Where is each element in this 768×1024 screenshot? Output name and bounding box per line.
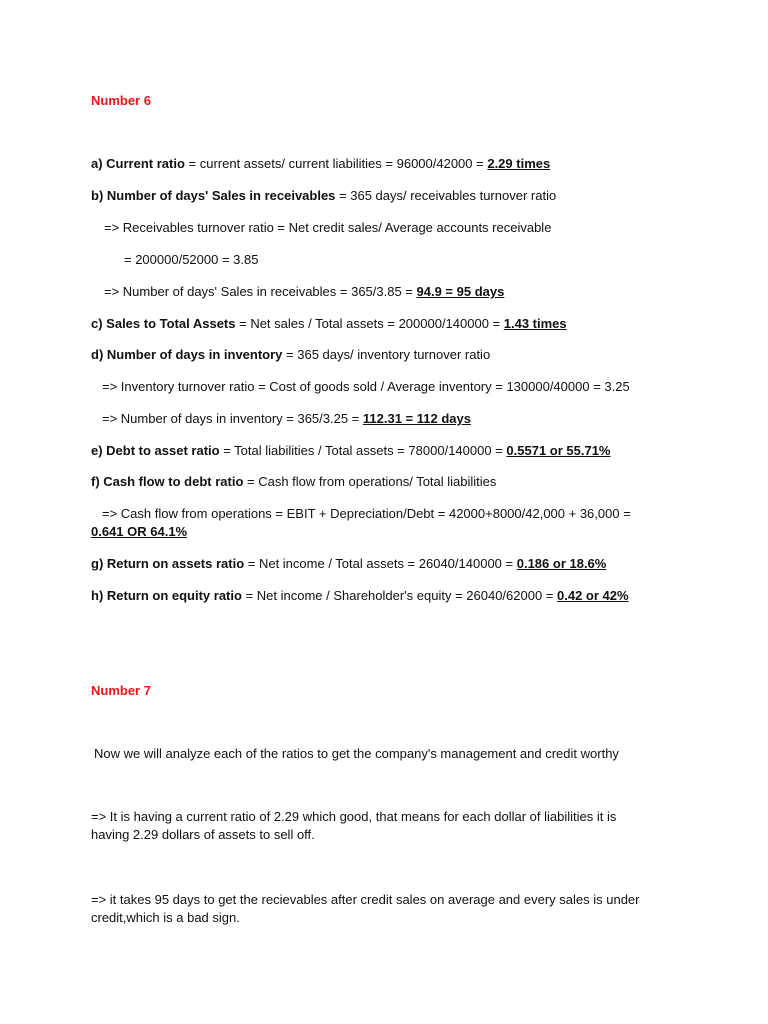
item-h-text: = Net income / Shareholder's equity = 26040/62000 = — [241, 588, 558, 603]
item-d-step2-text: => Number of days in inventory = 365/3.25 = — [102, 411, 363, 426]
item-e-text: = Total liabilities / Total assets = 78000/140000 = — [219, 443, 507, 458]
item-h-return-on-equity — [91, 588, 629, 604]
item-b-answer: 94.9 = 95 days — [416, 284, 505, 299]
number7-intro: Now we will analyze each of the ratios to get the company's management and credit worthy — [94, 746, 619, 761]
item-b-step3-text: => Number of days' Sales in receivables = 365/3.85 = — [104, 284, 417, 299]
item-a-label: a) Current ratio — [91, 156, 185, 171]
item-h-answer: 0.42 or 42% — [557, 588, 629, 603]
item-f-text: = Cash flow from operations/ Total liabilities — [243, 474, 497, 489]
item-g-return-on-assets — [91, 556, 606, 572]
paragraph-receivables-line1: => it takes 95 days to get the recievables after credit sales on average and every sales is under — [91, 892, 640, 907]
item-b-text: = 365 days/ receivables turnover ratio — [335, 188, 557, 203]
item-d-days-inventory — [91, 347, 490, 363]
item-d-step1: => Inventory turnover ratio = Cost of goods sold / Average inventory = 130000/40000 = 3.25 — [102, 379, 630, 394]
paragraph-receivables-line2: credit,which is a bad sign. — [91, 910, 240, 925]
number6-heading: Number 6 — [91, 93, 151, 108]
item-f-label: f) Cash flow to debt ratio — [91, 474, 244, 489]
paragraph-current-ratio-line2: having 2.29 dollars of assets to sell off. — [91, 827, 315, 842]
item-a-current-ratio — [91, 156, 550, 172]
item-c-label: c) Sales to Total Assets — [91, 316, 236, 331]
item-a-answer: 2.29 times — [487, 156, 551, 171]
item-h-label: h) Return on equity ratio — [91, 588, 242, 603]
item-e-debt-to-asset — [91, 443, 610, 459]
item-b-step1: => Receivables turnover ratio = Net credit sales/ Average accounts receivable — [104, 220, 552, 235]
item-e-label: e) Debt to asset ratio — [91, 443, 220, 458]
number7-heading: Number 7 — [91, 683, 151, 698]
paragraph-current-ratio-line1: => It is having a current ratio of 2.29 which good, that means for each dollar of liabilities it is — [91, 809, 617, 824]
item-g-answer: 0.186 or 18.6% — [516, 556, 607, 571]
item-d-answer: 112.31 = 112 days — [362, 411, 471, 426]
item-f-answer: 0.641 OR 64.1% — [91, 524, 188, 539]
item-d-text: = 365 days/ inventory turnover ratio — [282, 347, 491, 362]
item-e-answer: 0.5571 or 55.71% — [506, 443, 611, 458]
item-d-label: d) Number of days in inventory — [91, 347, 283, 362]
item-b-label: b) Number of days' Sales in receivables — [91, 188, 336, 203]
item-c-sales-to-assets — [91, 316, 567, 332]
item-c-text: = Net sales / Total assets = 200000/140000 = — [235, 316, 504, 331]
item-g-text: = Net income / Total assets = 26040/140000 = — [244, 556, 517, 571]
item-c-answer: 1.43 times — [503, 316, 567, 331]
item-d-step2 — [102, 411, 471, 427]
item-b-days-sales — [91, 188, 556, 204]
item-b-step2: = 200000/52000 = 3.85 — [124, 252, 259, 267]
item-g-label: g) Return on assets ratio — [91, 556, 245, 571]
item-a-text: = current assets/ current liabilities = 96000/42000 = — [184, 156, 488, 171]
item-b-step3 — [104, 284, 504, 300]
item-f-cash-flow-to-debt — [91, 474, 496, 490]
item-f-step1: => Cash flow from operations = EBIT + Depreciation/Debt = 42000+8000/42,000 + 36,000 = — [102, 506, 631, 521]
item-f-answer-line — [91, 524, 187, 540]
